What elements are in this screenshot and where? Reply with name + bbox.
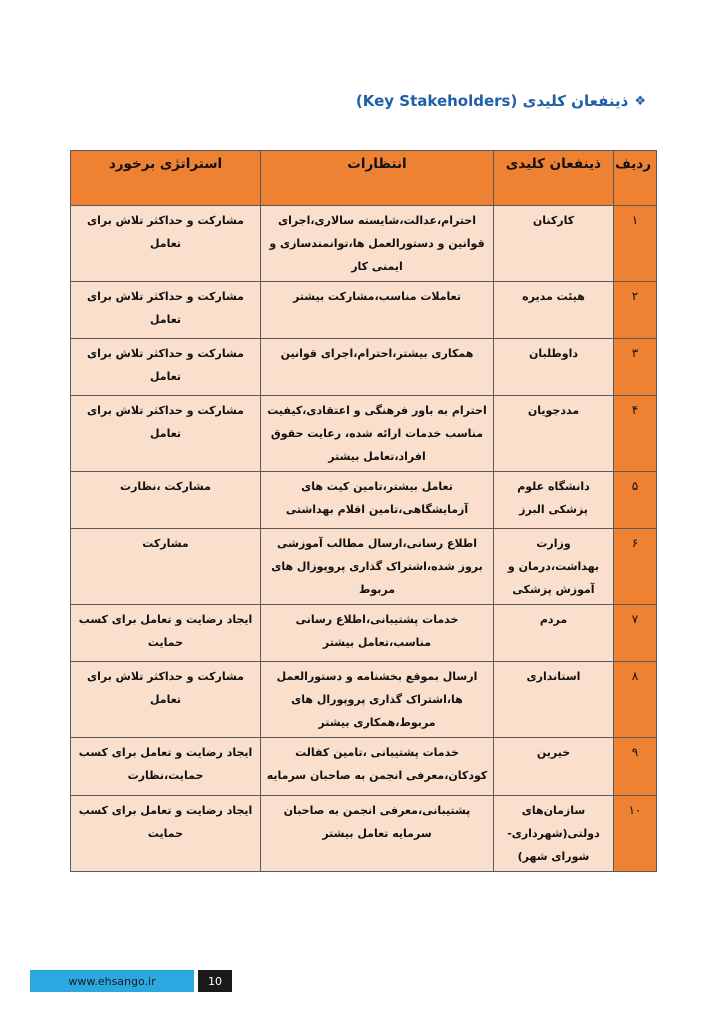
row-expectations: خدمات پشتیبانی ،تامین کفالت کودکان،معرفی انجمن به صاحبان سرمایه [261,738,494,796]
header-strategy: استراتژی برخورد [71,151,261,206]
row-stakeholder: هیئت مدیره [494,282,614,339]
row-stakeholder: خیرین [494,738,614,796]
header-num: ردیف [614,151,657,206]
row-expectations: تعاملات مناسب،مشارکت بیشتر [261,282,494,339]
section-title: ذینفعان کلیدی (Key Stakeholders) [355,92,629,110]
row-num: ۳ [614,339,657,396]
row-strategy: مشارکت و حداکثر تلاش برای تعامل [71,339,261,396]
section-heading [300,92,646,110]
table-row [71,396,657,472]
row-strategy: مشارکت و حداکثر تلاش برای تعامل [71,206,261,282]
diamond-bullet-icon: ❖ [634,93,646,109]
row-expectations: تعامل بیشتر،تامین کیت های آزمایشگاهی،تامین اقلام بهداشتی [261,472,494,529]
header-expectations: انتظارات [261,151,494,206]
table-row [71,605,657,662]
row-strategy: مشارکت و حداکثر تلاش برای تعامل [71,282,261,339]
row-strategy: مشارکت و حداکثر تلاش برای تعامل [71,396,261,472]
row-strategy: مشارکت [71,529,261,605]
row-stakeholder: داوطلبان [494,339,614,396]
row-stakeholder: سازمان‌های دولتی(شهرداری-شورای شهر) [494,796,614,872]
row-expectations: اطلاع رسانی،ارسال مطالب آموزشی بروز شده،اشتراک گذاری پروپوزال های مربوط [261,529,494,605]
row-stakeholder: مددجویان [494,396,614,472]
table-row [71,206,657,282]
row-stakeholder: دانشگاه علوم پزشکی البرز [494,472,614,529]
table-row [71,472,657,529]
table-row [71,282,657,339]
row-expectations: همکاری بیشتر،احترام،اجرای قوانین [261,339,494,396]
row-expectations: احترام،عدالت،شایسته سالاری،اجرای قوانین و دستورالعمل ها،توانمندسازی و ایمنی کار [261,206,494,282]
row-stakeholder: استانداری [494,662,614,738]
table-row [71,529,657,605]
row-stakeholder: وزارت بهداشت،درمان و آموزش پزشکی [494,529,614,605]
row-num: ۹ [614,738,657,796]
table-row [71,662,657,738]
header-stakeholder: ذینفعان کلیدی [494,151,614,206]
row-stakeholder: مردم [494,605,614,662]
row-num: ۵ [614,472,657,529]
row-num: ۱۰ [614,796,657,872]
page-number: 10 [198,970,232,992]
table-row [71,796,657,872]
row-expectations: ارسال بموقع بخشنامه و دستورالعمل ها،اشتراک گذاری پروپورال های مربوط،همکاری بیشتر [261,662,494,738]
table-row [71,339,657,396]
row-expectations: خدمات پشتیبانی،اطلاع رسانی مناسب،تعامل بیشتر [261,605,494,662]
row-strategy: ایجاد رضایت و تعامل برای کسب حمایت [71,796,261,872]
row-strategy: مشارکت و حداکثر تلاش برای تعامل [71,662,261,738]
row-expectations: احترام به باور فرهنگی و اعتقادی،کیفیت مناسب خدمات ارائه شده، رعایت حقوق افراد،تعامل بیشتر [261,396,494,472]
row-strategy: ایجاد رضایت و تعامل برای کسب حمایت،نظارت [71,738,261,796]
row-num: ۷ [614,605,657,662]
row-stakeholder: کارکنان [494,206,614,282]
row-num: ۲ [614,282,657,339]
row-strategy: مشارکت ،نظارت [71,472,261,529]
row-num: ۶ [614,529,657,605]
row-num: ۱ [614,206,657,282]
row-expectations: پشتیبانی،معرفی انجمن به صاحبان سرمایه تعامل بیشتر [261,796,494,872]
footer-website: www.ehsango.ir [30,970,194,992]
table-header-row [71,151,657,206]
table-row [71,738,657,796]
row-num: ۸ [614,662,657,738]
row-strategy: ایجاد رضایت و تعامل برای کسب حمایت [71,605,261,662]
stakeholders-table [70,150,657,872]
row-num: ۴ [614,396,657,472]
